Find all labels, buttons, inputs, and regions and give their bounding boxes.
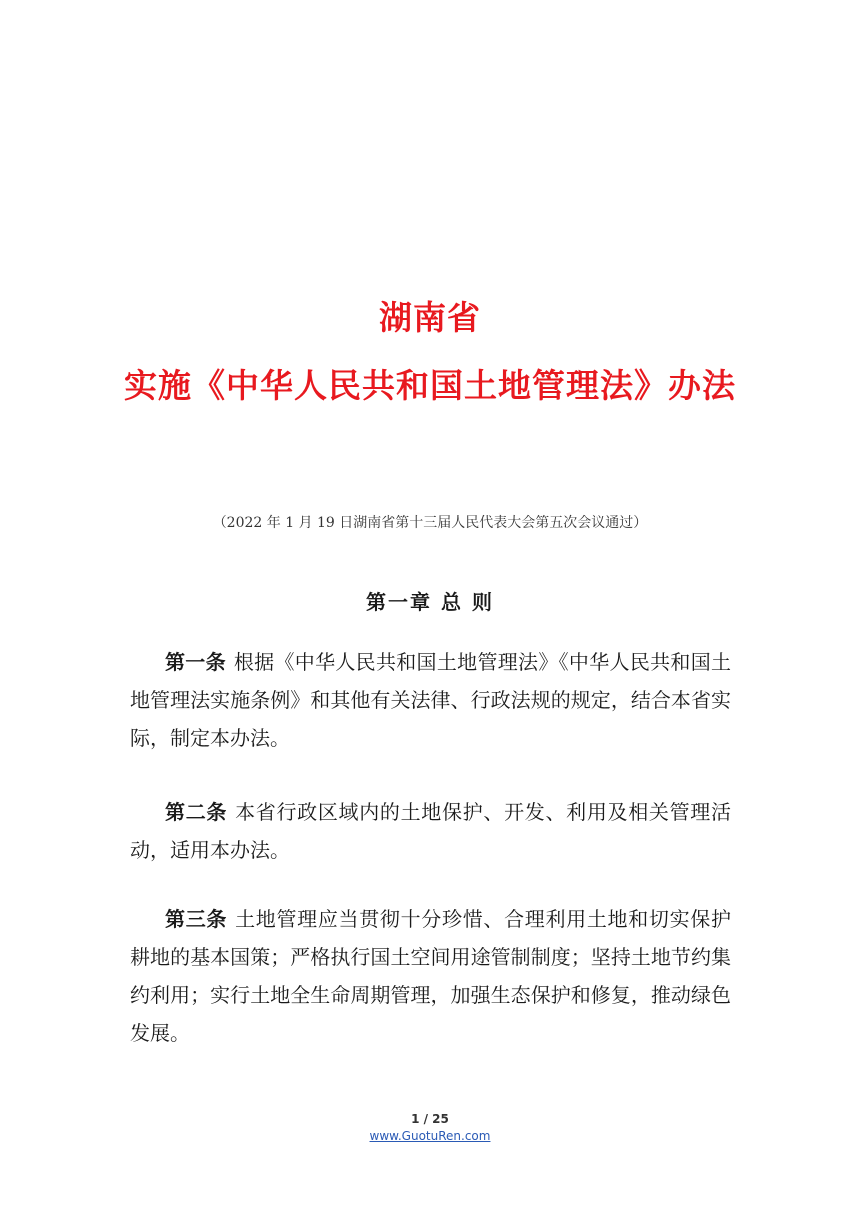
footer-website (0, 1129, 860, 1143)
article-2 (130, 793, 731, 869)
title-line-1: 湖南省 (379, 298, 481, 337)
page-number: 1 / 25 (411, 1112, 449, 1126)
chapter-heading: 第一章 总 则 (366, 590, 494, 614)
article-1 (130, 643, 731, 757)
article-3 (130, 900, 731, 1052)
website-link[interactable]: www.GuotuRen.com (369, 1129, 491, 1143)
article-text: 根据《中华人民共和国土地管理法》《中华人民共和国土地管理法实施条例》和其他有关法律、行政法规的规定，结合本省实际，制定本办法。 (130, 650, 732, 750)
article-number: 第二条 (165, 800, 228, 824)
title-line-2: 实施《中华人民共和国土地管理法》办法 (124, 366, 736, 405)
article-text: 本省行政区域内的土地保护、开发、利用及相关管理活动，适用本办法。 (130, 800, 732, 862)
article-number: 第三条 (165, 907, 228, 931)
article-text: 土地管理应当贯彻十分珍惜、合理利用土地和切实保护耕地的基本国策；严格执行国土空间用途管制制度；坚持土地节约集约利用；实行土地全生命周期管理，加强生态保护和修复，推动绿色发展。 (130, 907, 732, 1045)
article-number: 第一条 (165, 650, 226, 674)
adoption-note: （2022 年 1 月 19 日湖南省第十三届人民代表大会第五次会议通过） (212, 515, 648, 531)
